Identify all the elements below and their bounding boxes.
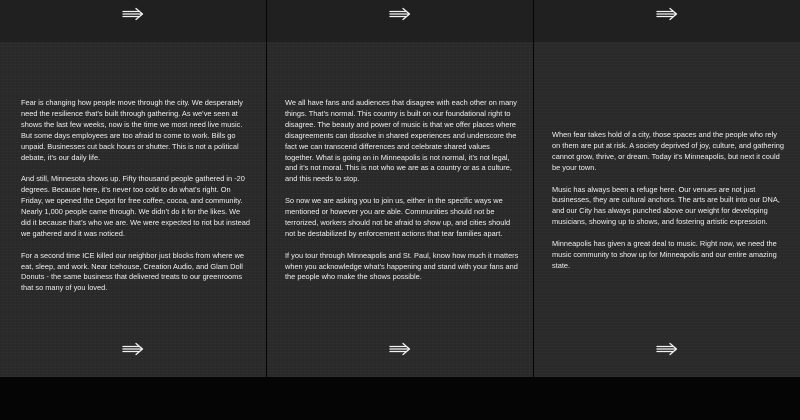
slide-body-text (285, 98, 519, 294)
paragraph: And still, Minnesota shows up. Fifty thousand people gathered in -20 degrees. Because here, it’s never too cold to do what’s right. On Friday, we opened the Depot for free coffee, cocoa, and community. Nearly 1,000 people came through. We didn’t do it for the likes. We did it because that’s who we are. We were expected to riot but instead we gathered and it was noticed. (21, 174, 250, 238)
slide-body-text (552, 130, 786, 283)
slide-panel-1 (0, 0, 266, 377)
triple-line-arrow-right-icon (389, 7, 411, 21)
triple-line-arrow-right-icon (122, 7, 144, 21)
bottom-bar (0, 377, 800, 420)
triple-line-arrow-right-icon (656, 7, 678, 21)
slide-panel-2 (267, 0, 533, 377)
paragraph: We all have fans and audiences that disagree with each other on many things. That’s normal. This country is built on our foundational right to disagree. The beauty and power of music is that we offer places where disagreements can dissolve in shared experiences and underscore the fact we can transcend differences and celebrate shared values together. What is going on in Minneapolis is not normal, it’s not legal, and it’s not moral. This is not who we are as a country or as a culture, and this needs to stop. (285, 98, 517, 184)
paragraph: When fear takes hold of a city, those spaces and the people who rely on them are put at risk. A society deprived of joy, culture, and gathering cannot grow, thrive, or dream. Today it’s Minneapolis, but next it could be your town. (552, 130, 784, 172)
triple-line-arrow-right-icon (656, 342, 678, 356)
triple-line-arrow-right-icon (122, 342, 144, 356)
paragraph: So now we are asking you to join us, either in the specific ways we mentioned or however you are able. Communities should not be terrorized, workers should not be afraid to show up, and cities should not be destabilized by enforcement actions that tear families apart. (285, 196, 511, 238)
paragraph: Music has always been a refuge here. Our venues are not just businesses, they are cultural anchors. The arts are built into our DNA, and our City has always punched above our weight for developing musicians, showing up to shows, and fostering artistic expression. (552, 184, 780, 227)
paragraph: For a second time ICE killed our neighbor just blocks from where we eat, sleep, and work. Near Icehouse, Creation Audio, and Glam Doll Donuts - the same business that delivered treats to our greenrooms that so many of you loved. (21, 250, 245, 293)
paragraph: If you tour through Minneapolis and St. Paul, know how much it matters when you acknowledge what’s happening and stand with your fans and the people who make the shows possible. (285, 250, 519, 282)
triple-line-arrow-right-icon (389, 342, 411, 356)
slide-panel-3 (534, 0, 800, 377)
paragraph: Minneapolis has given a great deal to music. Right now, we need the music community to show up for Minneapolis and our entire amazing state. (552, 239, 777, 270)
slide-body-text (21, 98, 252, 305)
paragraph: Fear is changing how people move through the city. We desperately need the resilience that’s built through gathering. As we’ve seen at shows the last few weeks, now is the time we most need live music. But some days employees are too afraid to come to work. Bills go unpaid. Businesses cut back hours or shutter. This is not a political debate, it’s our daily life. (21, 98, 243, 162)
